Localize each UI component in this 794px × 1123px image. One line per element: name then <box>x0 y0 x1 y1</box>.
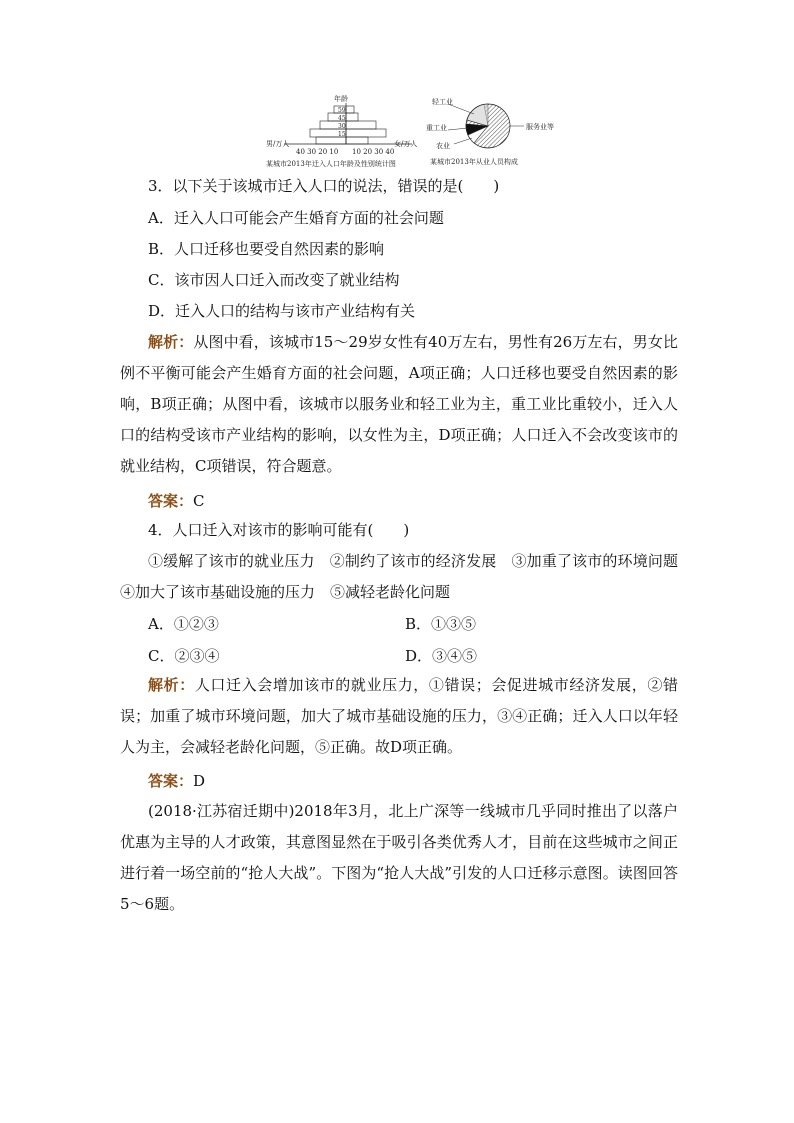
pyramid-male-label: 男/万人 <box>266 140 290 148</box>
pyramid-x-ticks-right: 10 20 30 40 <box>352 148 395 156</box>
pyramid-caption: 某城市2013年迁入人口年龄及性别统计图 <box>266 160 396 168</box>
q3-answer <box>148 490 205 511</box>
pyramid-and-pie-chart <box>262 92 572 174</box>
q4-analysis-label: 解析： <box>148 676 195 694</box>
pyramid-y-title: 年龄 <box>334 95 348 103</box>
age-label-30: 30 <box>338 123 346 130</box>
q4-option-c: C．②③④ <box>148 647 220 665</box>
q4-answer-label: 答案： <box>148 772 194 790</box>
q3-stem: 3．以下关于该城市迁入人口的说法，错误的是( ) <box>148 177 500 195</box>
q3-option-d: D．迁入人口的结构与该市产业结构有关 <box>148 302 416 320</box>
q3-option-a: A．迁入人口可能会产生婚育方面的社会问题 <box>148 209 444 227</box>
pie-caption: 某城市2013年从业人员构成 <box>430 158 518 166</box>
female-bar-45 <box>346 113 358 121</box>
q4-analysis <box>120 670 678 763</box>
male-bar-0 <box>316 137 346 144</box>
q4-answer <box>148 770 205 791</box>
female-bar-30 <box>346 121 376 129</box>
female-bar-0 <box>346 137 368 144</box>
pie-label-light-industry: 轻工业 <box>432 98 453 106</box>
female-bar-59 <box>346 106 354 113</box>
q4-option-b: B．①③⑤ <box>405 615 477 633</box>
q4-option-a: A．①②③ <box>148 615 219 633</box>
q3-analysis <box>120 327 678 482</box>
q3-analysis-label: 解析： <box>148 333 194 351</box>
pie-label-service: 服务业等 <box>526 123 554 131</box>
q3-answer-value: C <box>193 492 205 510</box>
age-label-45: 45 <box>338 115 346 122</box>
q4-stem: 4．人口迁入对该市的影响可能有( ) <box>148 521 410 539</box>
q3-answer-label: 答案： <box>148 492 194 510</box>
q4-analysis-text: 人口迁入会增加该市的就业压力，①错误；会促进城市经济发展，②错误；加重了城市环境问题，加大了城市基础设施的压力，③④正确；迁入人口以年轻人为主，会减轻老龄化问题，⑤正确。故D项正确。 <box>120 676 678 756</box>
pie-label-heavy-industry: 重工业 <box>426 124 447 132</box>
figure-area <box>262 92 572 174</box>
q4-items: ①缓解了该市的就业压力 ②制约了该市的经济发展 ③加重了该市的环境问题 ④加大了该市基础设施的压力 ⑤减轻老龄化问题 <box>120 552 694 601</box>
pyramid-x-ticks-left: 40 30 20 10 <box>296 148 339 156</box>
q4-option-d: D．③④⑤ <box>405 647 478 665</box>
pyramid-female-label: 女/万人 <box>394 140 418 148</box>
q3-option-c: C．该市因人口迁入而改变了就业结构 <box>148 271 400 289</box>
age-label-15: 15 <box>338 131 346 138</box>
employment-pie <box>466 104 510 148</box>
q4-answer-value: D <box>193 772 206 790</box>
q3-option-b: B．人口迁移也要受自然因素的影响 <box>148 240 385 258</box>
pie-label-agriculture: 农业 <box>436 142 450 150</box>
q5-6-intro: (2018·江苏宿迁期中)2018年3月，北上广深等一线城市几乎同时推出了以落户优惠为主导的人才政策，其意图显然在于吸引各类优秀人才，目前在这些城市之间正进行着一场空前的“抢人大战”。下图为“抢人大战”引发的人口迁移示意图。读图回答5～6题。 <box>120 802 678 913</box>
q3-analysis-text: 从图中看，该城市15～29岁女性有40万左右，男性有26万左右，男女比例不平衡可能会产生婚育方面的社会问题，A项正确；人口迁移也要受自然因素的影响，B项正确；从图中看，该城市以服务业和轻工业为主，重工业比重较小，迁入人口的结构受该市产业结构的影响，以女性为主，D项正确；人口迁入不会改变该市的就业结构，C项错误，符合题意。 <box>120 333 678 475</box>
female-bar-15 <box>346 129 386 137</box>
age-label-59: 59 <box>338 107 346 114</box>
